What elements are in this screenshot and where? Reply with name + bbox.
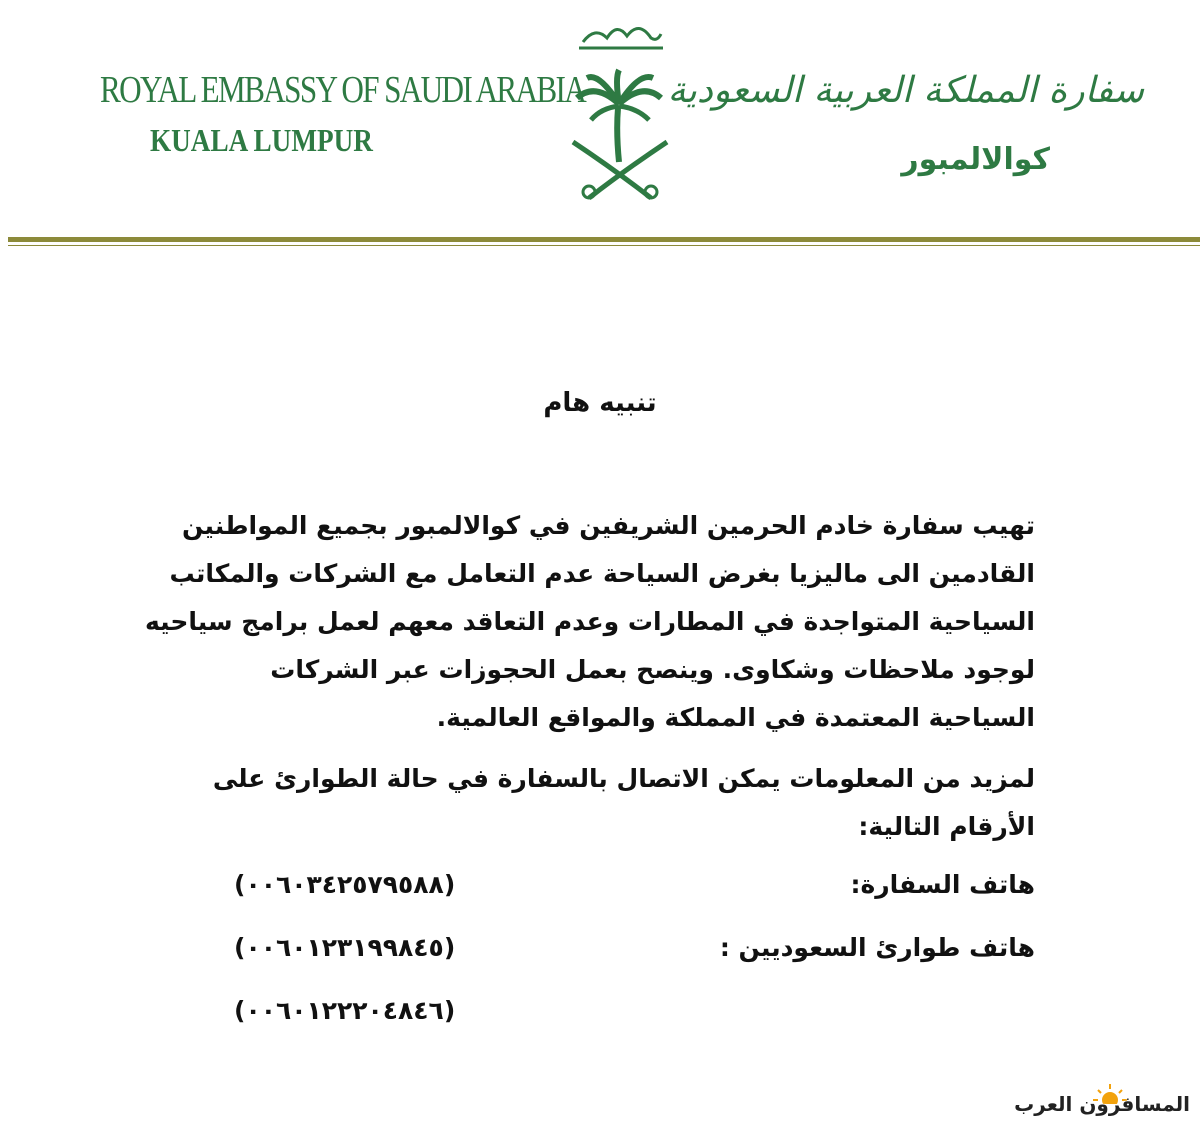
paragraph-line: السياحية المعتمدة في المملكة والمواقع العالمية. [436, 703, 1035, 732]
embassy-english-city: KUALA LUMPUR [150, 122, 373, 158]
palm-and-swords-emblem-icon [565, 12, 675, 202]
paragraph-line: القادمين الى ماليزيا بغرض السياحة عدم التعامل مع الشركات والمكاتب [169, 559, 1035, 588]
contact-line: لمزيد من المعلومات يمكن الاتصال بالسفارة في حالة الطوارئ على [212, 764, 1035, 793]
contact-paragraph [190, 755, 1035, 851]
embassy-arabic-name: سفارة المملكة العربية السعودية [667, 70, 1144, 111]
paragraph-line: السياحية المتواجدة في المطارات وعدم التعاقد معهم لعمل برامج سياحيه [145, 607, 1035, 636]
header-divider [8, 237, 1200, 242]
letterhead [0, 0, 1200, 260]
emergency-phone-number-1: (٠٠٦٠١٢٣١٩٩٨٤٥) [234, 933, 456, 962]
notice-paragraph [145, 502, 1035, 742]
emergency-phone-number-2: (٠٠٦٠١٢٢٢٠٤٨٤٦) [234, 996, 456, 1025]
header-divider-thin [8, 245, 1200, 246]
embassy-phone-label: هاتف السفارة: [850, 870, 1035, 899]
watermark-text: المسافرون العرب [1014, 1092, 1190, 1116]
embassy-arabic-city: كوالالمبور [901, 142, 1050, 177]
site-watermark [1014, 1082, 1190, 1122]
notice-title: تنبيه هام [543, 388, 657, 418]
embassy-phone-number: (٠٠٦٠٣٤٢٥٧٩٥٨٨) [234, 870, 456, 899]
contact-line: الأرقام التالية: [858, 812, 1035, 841]
paragraph-line: لوجود ملاحظات وشكاوى. وينصح بعمل الحجوزات عبر الشركات [270, 655, 1035, 684]
paragraph-line: تهيب سفارة خادم الحرمين الشريفين في كوالالمبور بجميع المواطنين [182, 511, 1035, 540]
embassy-english-name: ROYAL EMBASSY OF SAUDI ARABIA [100, 69, 586, 111]
emergency-phone-label: هاتف طوارئ السعوديين : [719, 933, 1035, 962]
